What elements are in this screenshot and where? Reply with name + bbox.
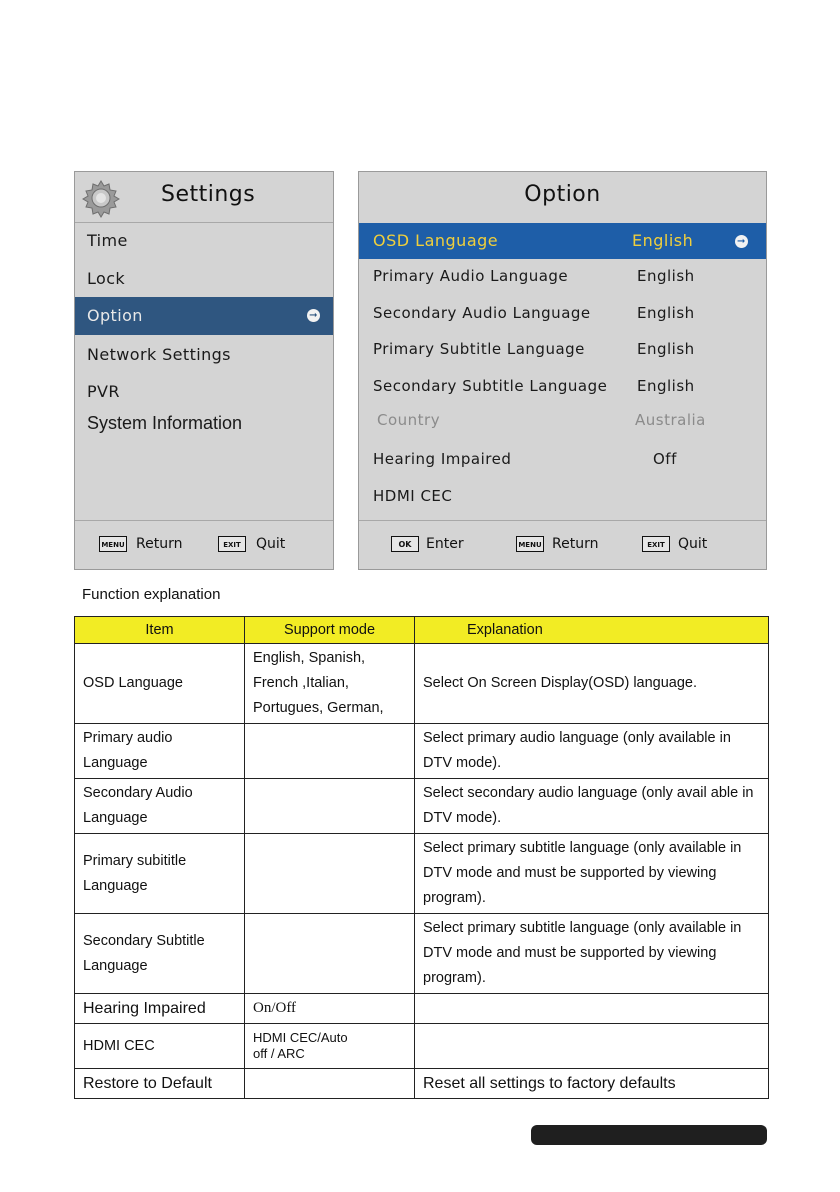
return-hint: Return	[552, 536, 599, 552]
menu-item-option-label: Option	[87, 306, 143, 325]
table-row	[75, 724, 769, 779]
option-label: Primary Subtitle Language	[373, 340, 585, 358]
option-row-primary-subtitle-language[interactable]	[359, 335, 766, 365]
option-value: English	[632, 231, 694, 250]
option-label: Primary Audio Language	[373, 267, 569, 285]
cell-item: Primary subititle Language	[75, 834, 245, 914]
quit-hint: Quit	[678, 536, 708, 552]
option-label: HDMI CEC	[373, 487, 453, 505]
settings-menu-panel	[74, 171, 334, 570]
table-header-row	[75, 617, 769, 644]
menu-item-network-settings[interactable]: Network Settings	[87, 345, 231, 364]
support-line: Portugues, German,	[253, 700, 384, 716]
menu-item-system-information[interactable]: System Information	[87, 413, 243, 433]
table-row	[75, 914, 769, 994]
option-menu-panel	[358, 171, 767, 570]
table-row	[75, 834, 769, 914]
option-footer	[359, 520, 766, 569]
option-value: English	[637, 340, 695, 358]
cell-explanation: Reset all settings to factory defaults	[415, 1069, 769, 1099]
cell-explanation: Select primary subtitle language (only available in DTV mode and must be supported by viewing program).	[415, 914, 769, 994]
option-header	[359, 172, 766, 222]
cell-item: Primary audio Language	[75, 724, 245, 779]
exit-key-icon: EXIT	[642, 536, 670, 552]
return-hint: Return	[136, 536, 183, 552]
menu-item-lock[interactable]: Lock	[87, 269, 126, 288]
option-value: English	[637, 304, 695, 322]
arrow-right-icon: ➞	[735, 235, 748, 248]
option-value: English	[637, 377, 695, 395]
option-row-hdmi-cec[interactable]	[359, 482, 766, 512]
arrow-right-icon: ➞	[307, 309, 320, 322]
option-label: Secondary Audio Language	[373, 304, 591, 322]
quit-hint: Quit	[256, 536, 286, 552]
cell-item: Restore to Default	[75, 1069, 245, 1099]
table-row	[75, 779, 769, 834]
table-row	[75, 994, 769, 1024]
option-label: Secondary Subtitle Language	[373, 377, 608, 395]
option-value: Australia	[635, 411, 706, 429]
cell-support	[245, 1069, 415, 1099]
option-value: Off	[653, 450, 677, 468]
option-label: Country	[377, 411, 441, 429]
table-row	[75, 644, 769, 724]
ok-key-icon: OK	[391, 536, 419, 552]
header-support-mode: Support mode	[245, 617, 415, 644]
settings-title: Settings	[161, 182, 256, 207]
option-row-primary-audio-language[interactable]	[359, 262, 766, 292]
cell-explanation: Select secondary audio language (only avail able in DTV mode).	[415, 779, 769, 834]
support-line: off / ARC	[253, 1046, 305, 1061]
option-row-secondary-audio-language[interactable]	[359, 299, 766, 329]
cell-explanation: Select On Screen Display(OSD) language.	[415, 644, 769, 724]
menu-item-pvr[interactable]: PVR	[87, 382, 120, 401]
cell-explanation: Select primary subtitle language (only available in DTV mode and must be supported by viewing program).	[415, 834, 769, 914]
option-row-osd-language[interactable]	[359, 223, 766, 259]
option-value: English	[637, 267, 695, 285]
cell-explanation	[415, 994, 769, 1024]
cell-support	[245, 644, 415, 724]
cell-item: Secondary Audio Language	[75, 779, 245, 834]
cell-explanation	[415, 1024, 769, 1069]
header-item: Item	[75, 617, 245, 644]
option-row-secondary-subtitle-language[interactable]	[359, 372, 766, 402]
support-line: HDMI CEC/Auto	[253, 1030, 348, 1045]
exit-key-icon: EXIT	[218, 536, 246, 552]
settings-header	[75, 172, 333, 223]
cell-support	[245, 724, 415, 779]
option-row-hearing-impaired[interactable]	[359, 445, 766, 475]
option-title: Option	[524, 182, 601, 207]
table-row	[75, 1069, 769, 1099]
menu-key-icon: MENU	[99, 536, 127, 552]
menu-item-time[interactable]: Time	[87, 231, 128, 250]
cell-item: OSD Language	[75, 644, 245, 724]
option-row-country[interactable]	[359, 406, 766, 436]
cell-item: Hearing Impaired	[75, 994, 245, 1024]
menu-key-icon: MENU	[516, 536, 544, 552]
option-label: Hearing Impaired	[373, 450, 512, 468]
support-line: English, Spanish,	[253, 650, 366, 666]
table-row	[75, 1024, 769, 1069]
cell-support	[245, 779, 415, 834]
cell-support	[245, 1024, 415, 1069]
enter-hint: Enter	[426, 536, 464, 552]
gear-icon	[81, 178, 121, 218]
cell-explanation: Select primary audio language (only available in DTV mode).	[415, 724, 769, 779]
cell-support	[245, 834, 415, 914]
cell-support: On/Off	[245, 994, 415, 1024]
page-footer-bar	[531, 1125, 767, 1145]
menu-item-option[interactable]	[75, 297, 333, 335]
header-explanation: Explanation	[415, 617, 769, 644]
function-table	[74, 616, 769, 1099]
settings-footer	[75, 520, 333, 569]
cell-item: Secondary Subtitle Language	[75, 914, 245, 994]
function-explanation-caption: Function explanation	[82, 586, 221, 603]
support-line: French ,Italian,	[253, 675, 349, 691]
option-label: OSD Language	[373, 231, 499, 250]
cell-item: HDMI CEC	[75, 1024, 245, 1069]
cell-support	[245, 914, 415, 994]
